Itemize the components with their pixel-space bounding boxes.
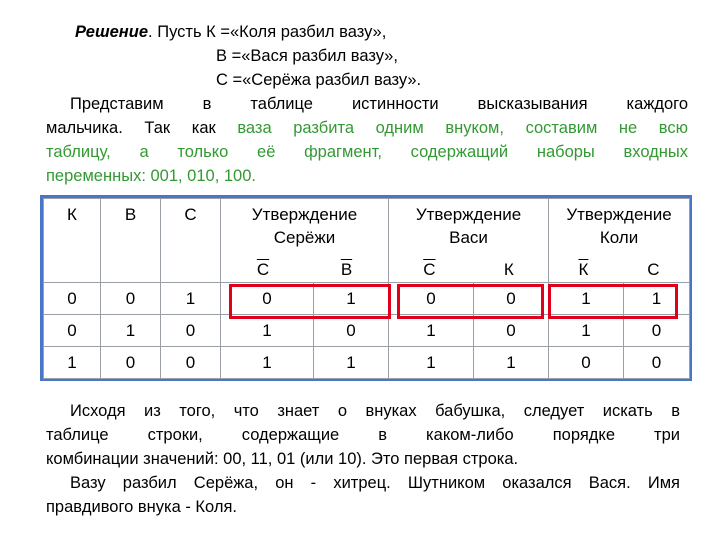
highlight-box-vasya bbox=[397, 284, 544, 319]
highlight-box-kolya bbox=[548, 284, 678, 319]
sub-c: С bbox=[647, 260, 660, 279]
table-cell: 1 bbox=[389, 347, 474, 379]
table-cell: 1 bbox=[314, 347, 389, 379]
para2-line-5: правдивого внука - Коля. bbox=[46, 498, 238, 516]
table-cell: 0 bbox=[474, 283, 549, 315]
table-cell: 0 bbox=[314, 315, 389, 347]
serezha-subheaders bbox=[221, 258, 388, 281]
table-row bbox=[44, 347, 690, 379]
solution-label: Решение bbox=[75, 23, 149, 41]
table-cell: 0 bbox=[101, 347, 161, 379]
header-kolya bbox=[549, 199, 690, 283]
header-serezha bbox=[221, 199, 389, 283]
vasya-subheaders bbox=[389, 258, 548, 281]
definition-c: С =«Серёжа разбил вазу». bbox=[216, 71, 422, 89]
table-cell: 0 bbox=[44, 283, 101, 315]
table-cell: 1 bbox=[161, 283, 221, 315]
header-kolya-l2: Коли bbox=[599, 228, 639, 247]
table-cell: 0 bbox=[44, 315, 101, 347]
para1-line-3: таблицу, а только её фрагмент, содержащий наборы входных bbox=[46, 143, 688, 161]
para2-line-3: комбинации значений: 00, 11, 01 (или 10). Это первая строка. bbox=[46, 450, 519, 468]
table-cell: 0 bbox=[221, 283, 314, 315]
para1-line-2 bbox=[46, 118, 688, 138]
header-c: С bbox=[161, 199, 221, 283]
table-cell: 0 bbox=[624, 315, 690, 347]
sub-not-c: С bbox=[256, 260, 270, 279]
kolya-subheaders bbox=[549, 258, 689, 281]
table-cell: 0 bbox=[389, 283, 474, 315]
header-vasya bbox=[389, 199, 549, 283]
table-cell: 0 bbox=[161, 347, 221, 379]
table-cell: 1 bbox=[549, 315, 624, 347]
sub-not-b: В bbox=[340, 260, 353, 279]
header-b: В bbox=[101, 199, 161, 283]
header-serezha-l1: Утверждение bbox=[251, 205, 358, 224]
table-cell: 0 bbox=[101, 283, 161, 315]
sub-k: К bbox=[503, 260, 514, 279]
sub-not-k: К bbox=[578, 260, 589, 279]
header-vasya-l2: Васи bbox=[449, 228, 488, 247]
table-cell: 1 bbox=[474, 347, 549, 379]
table-cell: 1 bbox=[389, 315, 474, 347]
para1-line-1: Представим в таблице истинности высказывания каждого bbox=[70, 95, 688, 113]
para2-line-1: Исходя из того, что знает о внуках бабушка, следует искать в bbox=[70, 402, 680, 420]
para1-highlight: ваза разбита одним внуком, составим не всю bbox=[237, 119, 689, 137]
sub-not-c-2: С bbox=[423, 260, 436, 279]
table-cell: 1 bbox=[549, 283, 624, 315]
para2-line-4: Вазу разбил Серёжа, он - хитрец. Шутником оказался Вася. Имя bbox=[70, 474, 680, 492]
table-cell: 1 bbox=[314, 283, 389, 315]
definition-b: В =«Вася разбил вазу», bbox=[216, 47, 398, 65]
header-vasya-l1: Утверждение bbox=[415, 205, 522, 224]
highlight-box-serezha bbox=[229, 284, 391, 319]
header-row bbox=[44, 199, 690, 283]
header-kolya-l1: Утверждение bbox=[566, 205, 672, 224]
table-cell: 0 bbox=[161, 315, 221, 347]
table-cell: 1 bbox=[221, 347, 314, 379]
table-row bbox=[44, 315, 690, 347]
intro-line-1 bbox=[75, 22, 386, 42]
para1-line-4: переменных: 001, 010, 100. bbox=[46, 167, 256, 185]
header-serezha-l2: Серёжи bbox=[273, 228, 336, 247]
para2-line-2: таблице строки, содержащие в каком-либо порядке три bbox=[46, 426, 680, 444]
definition-k: . Пусть К =«Коля разбил вазу», bbox=[148, 23, 387, 41]
table-cell: 1 bbox=[221, 315, 314, 347]
table-cell: 0 bbox=[549, 347, 624, 379]
table-cell: 0 bbox=[474, 315, 549, 347]
table-cell: 1 bbox=[101, 315, 161, 347]
para1-line-2-plain: мальчика. Так как bbox=[46, 119, 238, 137]
table-cell: 1 bbox=[44, 347, 101, 379]
table-cell: 1 bbox=[624, 283, 690, 315]
header-k: К bbox=[44, 199, 101, 283]
table-cell: 0 bbox=[624, 347, 690, 379]
